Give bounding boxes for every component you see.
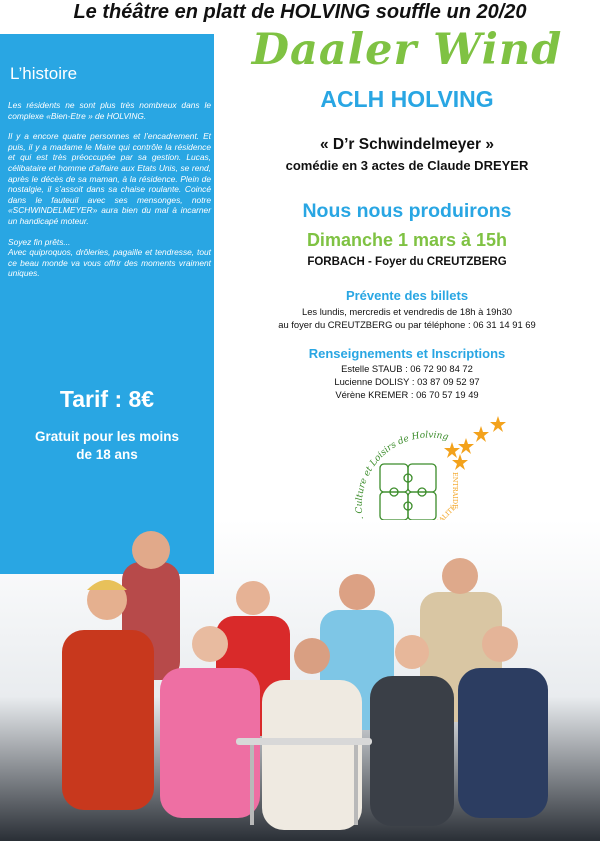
- presale-line: Les lundis, mercredis et vendredis de 18h à 19h30: [301, 306, 513, 317]
- performance-date: Dimanche 1 mars à 15h: [306, 230, 508, 250]
- performance-heading: Nous nous produirons: [302, 200, 512, 222]
- star-icon: [458, 438, 474, 454]
- logo-arc-text: . Culture et Loisirs de Holving: [354, 430, 450, 521]
- play-title: « D’r Schwindelmeyer »: [319, 136, 495, 153]
- cast-photo: [0, 520, 600, 841]
- play-author: comédie en 3 actes de Claude DREYER: [285, 158, 529, 173]
- table: [236, 738, 372, 745]
- club-name: ACLH HOLVING: [320, 86, 494, 112]
- star-icon: [452, 454, 468, 470]
- performance-venue: FORBACH - Foyer du CREUTZBERG: [307, 256, 507, 268]
- poster-tagline: Le théâtre en platt de HOLVING souffle un 20/20: [73, 1, 527, 23]
- info-heading: Renseignements et Inscriptions: [308, 346, 506, 361]
- contact-line: Estelle STAUB : 06 72 90 84 72: [341, 363, 473, 374]
- star-icon: [490, 416, 506, 432]
- story-paragraph: Les résidents ne sont plus très nombreux dans le complexe «Bien-Etre » de HOLVING.: [8, 100, 211, 121]
- free-entry-note: Gratuit pour les moins de 18 ans: [34, 429, 180, 462]
- story-title: L’histoire: [10, 64, 78, 83]
- presale-line: au foyer du CREUTZBERG ou par téléphone : 06 31 14 91 69: [278, 319, 536, 330]
- story-paragraph: Soyez fin prêts... Avec quiproquos, drôleries, pagaille et tendresse, tout ce beau monde va vous offrir des moments vraiment uniques.: [8, 236, 211, 279]
- presale-heading: Prévente des billets: [345, 288, 469, 303]
- story-paragraph: Il y a encore quatre personnes et l’encadrement. Et puis, il y a madame le Maire qui contrôle la résidence et qui est très préoccupée par sa gestion. Lucas, célibataire et homme d’affaire aux Etats Unis, se rend, après le décès de sa maman, à la résidence. Plein de nostalgie, il s’assoit dans sa chaise roulante. Coincé dans le fauteuil avec ses mensonges, notre «SCHWINDELMEYER» aura bien du mal à incarner un handicapé moteur.: [8, 131, 211, 226]
- puzzle-icon: [380, 464, 436, 520]
- star-icon: [444, 442, 460, 458]
- price: Tarif : 8€: [59, 386, 155, 412]
- troupe-name: Daaler Wind: [251, 25, 563, 75]
- logo-right-text: ENTRAIDE: [451, 472, 459, 509]
- story-text: [8, 100, 211, 289]
- story-sidebar: [0, 34, 214, 574]
- contact-line: Lucienne DOLISY : 03 87 09 52 97: [334, 376, 480, 387]
- contact-line: Vérène KREMER : 06 70 57 19 49: [335, 389, 479, 400]
- star-icon: [473, 426, 489, 442]
